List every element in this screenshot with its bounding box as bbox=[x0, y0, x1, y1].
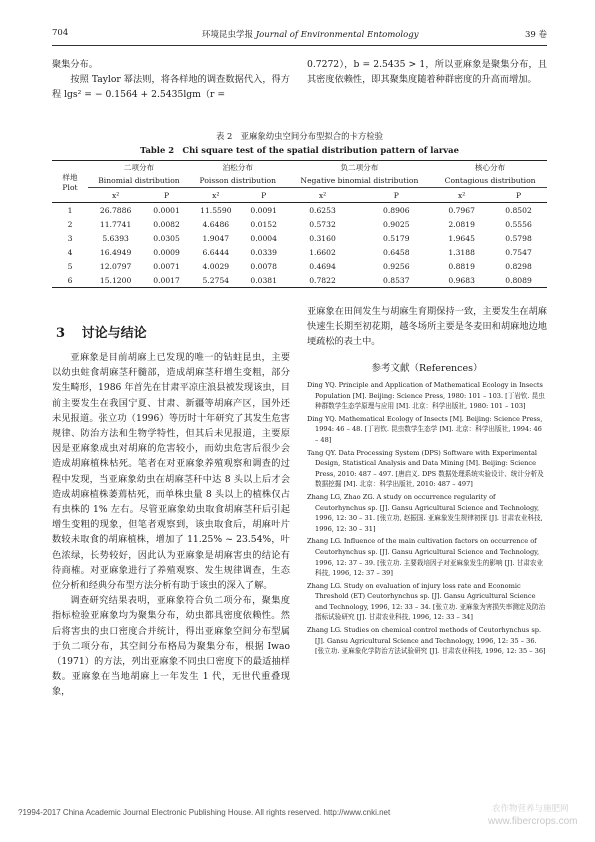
chi-square-table bbox=[52, 160, 547, 288]
reference-item: Ding YQ. Principle and Application of Mathematical Ecology in Insects Population [M]. Beijing: Science Press, 1980: 101 – 103. [丁岩钦. 昆虫种群数学生态学原理与应用 [M]. 北京：科学出版社, 1980: 101 – 103] bbox=[307, 381, 545, 411]
value-cell: 1.9645 bbox=[448, 233, 475, 243]
value-cell: 0.0071 bbox=[153, 261, 180, 271]
journal-title bbox=[202, 28, 419, 40]
table-row bbox=[52, 245, 547, 259]
value-cell: 0.0001 bbox=[153, 205, 180, 215]
watermark-en: www.fibercrops.com bbox=[488, 816, 578, 827]
value-cell: 0.8298 bbox=[505, 261, 532, 271]
value-cell: 4.0029 bbox=[202, 261, 230, 271]
group-header-binomial-cn: 二项分布 bbox=[88, 161, 190, 174]
value-cell: 5.2754 bbox=[190, 273, 242, 288]
value-cell: 12.0797 bbox=[99, 261, 132, 271]
subheader: P bbox=[490, 188, 547, 203]
value-cell: 0.8537 bbox=[359, 273, 433, 288]
value-cell: 0.7547 bbox=[505, 247, 532, 257]
copyright-footer: ?1994-2017 China Academic Journal Electronic Publishing House. All rights reserved. http://www.cnki.net bbox=[18, 808, 391, 817]
value-cell: 0.9025 bbox=[383, 219, 410, 229]
body-left-text bbox=[52, 350, 290, 700]
reference-item: Zhang LG. Study on evaluation of injury loss rate and Economic Threshold (ET) Ceutorhynchus sp. [J]. Gansu Agricultural Science and Technology, 1996, 12: 33 – 34. [张立功. 亚麻象为害损失率测定及防治指标试验研究 [J]. 甘肃农业科技, 1996, 12: 33 – 34] bbox=[307, 581, 546, 622]
group-header-poisson-cn: 泊松分布 bbox=[190, 161, 286, 174]
table-header-row-3 bbox=[52, 188, 547, 203]
table-row bbox=[52, 231, 547, 245]
value-cell: 0.9256 bbox=[383, 261, 410, 271]
reference-item: Ding YQ. Mathematical Ecology of Insects [M]. Beijing: Science Press, 1994: 46 – 48. [丁岩钦. 昆虫数学生态学 [M]. 北京：科学出版社, 1994: 46 – 48] bbox=[307, 414, 543, 444]
value-cell: 11.5590 bbox=[200, 205, 232, 215]
subheader: P bbox=[242, 188, 286, 203]
body-right-text bbox=[307, 304, 547, 350]
right-top-paragraph: 0.7272），b = 2.5435 > 1，所以亚麻象是聚集分布，且其密度依赖性，即其聚集度随着种群密度的升高而增加。 bbox=[307, 59, 547, 86]
value-cell: 0.8502 bbox=[505, 205, 532, 215]
value-cell: 11.7741 bbox=[99, 219, 132, 229]
table-header-row-1 bbox=[52, 161, 547, 174]
table-caption-cn: 表 2 亚麻象幼虫空间分布型拟合的卡方检验 bbox=[215, 131, 384, 141]
value-cell: 0.3160 bbox=[309, 233, 336, 243]
table-row bbox=[52, 217, 547, 231]
subheader: P bbox=[359, 188, 433, 203]
header-rule bbox=[52, 45, 547, 46]
value-cell: 0.0004 bbox=[250, 233, 277, 243]
subheader: x² bbox=[433, 188, 490, 203]
value-cell: 0.0082 bbox=[153, 219, 180, 229]
group-header-contagious-en: Contagious distribution bbox=[433, 173, 547, 188]
right-top-text bbox=[307, 57, 547, 87]
subheader: x² bbox=[88, 188, 143, 203]
reference-item: Zhang LG. Studies on chemical control methods of Ceutorhynchus sp. [J]. Gansu Agricultural Science and Technology, 1996, 12: 35 – 36. [张立功. 亚麻象化学防治方法试验研究 [J]. 甘肃农业科技, 1996, 12: 35 – 36] bbox=[307, 626, 546, 656]
plot-header bbox=[52, 161, 88, 203]
value-cell: 0.0017 bbox=[143, 273, 190, 288]
reference-item: Zhang LG, Zhao ZG. A study on occurrence regularity of Ceutorhynchus sp. [J]. Gansu Agricultural Science and Technology, 1996, 12: 30 – 31. [张立功, 赵振国. 亚麻象发生规律初探 [J]. 甘肃农业科技, 1996, 12: 30 – 31] bbox=[307, 492, 543, 533]
group-header-poisson-en: Poisson distribution bbox=[190, 173, 286, 188]
value-cell: 0.5732 bbox=[309, 219, 336, 229]
value-cell: 0.8089 bbox=[490, 273, 547, 288]
plot-header-cn: 样地 bbox=[62, 172, 78, 182]
plot-cell: 2 bbox=[67, 219, 73, 229]
value-cell: 15.1200 bbox=[88, 273, 143, 288]
value-cell: 0.5798 bbox=[505, 233, 532, 243]
table-row bbox=[52, 259, 547, 273]
value-cell: 0.7822 bbox=[286, 273, 360, 288]
left-top-text bbox=[52, 57, 290, 103]
group-header-contagious-cn: 核心分布 bbox=[433, 161, 547, 174]
group-header-negbinomial-cn: 负二项分布 bbox=[286, 161, 434, 174]
value-cell: 16.4949 bbox=[99, 247, 132, 257]
reference-item: Zhang LG. Influence of the main cultivation factors on occurrence of Ceutorhynchus sp. [J]. Gansu Agricultural Science and Technology, 1996, 12: 37 – 39. [张立功. 主要栽培因子对亚麻象发生的影响 [J]. 甘肃农业科技, 1996, 12: 37 – 39] bbox=[307, 537, 544, 578]
plot-cell: 1 bbox=[67, 205, 73, 215]
value-cell: 0.0152 bbox=[250, 219, 277, 229]
journal-title-cn: 环境昆虫学报 bbox=[202, 30, 254, 40]
subheader: x² bbox=[286, 188, 360, 203]
value-cell: 0.6458 bbox=[383, 247, 410, 257]
plot-cell: 6 bbox=[52, 273, 88, 288]
body-paragraph: 调查研究结果表明，亚麻象符合负二项分布，聚集度指标检验亚麻象均为聚集分布，幼虫都具密度依赖性。然后将害虫的虫口密度合并统计，得出亚麻象空间分布型属于负二项分布，其空间分布格局为聚集分布，根据 Iwao（1971）的方法，列出亚麻象不同虫口密度下的最适抽样数。亚麻象在当地胡麻上一年发生 1 代，无世代重叠现象， bbox=[52, 595, 290, 698]
value-cell: 0.0078 bbox=[250, 261, 277, 271]
group-header-negbinomial-en: Negative binomial distribution bbox=[286, 173, 434, 188]
value-cell: 0.6253 bbox=[309, 205, 336, 215]
table-row bbox=[52, 273, 547, 288]
value-cell: 0.0091 bbox=[250, 205, 277, 215]
watermark-cn: 农作物营养与施肥网 bbox=[492, 804, 569, 814]
value-cell: 0.0339 bbox=[250, 247, 277, 257]
value-cell: 6.6444 bbox=[202, 247, 230, 257]
plot-cell: 5 bbox=[67, 261, 73, 271]
section-title: 讨论与结论 bbox=[81, 326, 147, 341]
subheader: P bbox=[143, 188, 190, 203]
value-cell: 0.5556 bbox=[505, 219, 532, 229]
value-cell: 5.6393 bbox=[102, 233, 129, 243]
table-header-row-2 bbox=[52, 173, 547, 188]
plot-header-en: Plot bbox=[62, 182, 78, 192]
page-number: 704 bbox=[52, 28, 69, 38]
value-cell: 0.8906 bbox=[383, 205, 410, 215]
running-header bbox=[52, 28, 547, 44]
journal-title-en: Journal of Environmental Entomology bbox=[255, 30, 419, 40]
table-caption-en: Table 2 Chi square test of the spatial distribution pattern of larvae bbox=[140, 145, 459, 155]
value-cell: 0.7967 bbox=[448, 205, 475, 215]
value-cell: 26.7886 bbox=[99, 205, 132, 215]
section-number: 3 bbox=[56, 326, 66, 341]
value-cell: 1.9047 bbox=[202, 233, 230, 243]
volume-label: 39 卷 bbox=[524, 30, 547, 40]
plot-cell: 3 bbox=[67, 233, 73, 243]
table-row bbox=[52, 203, 547, 218]
references-list bbox=[307, 380, 547, 659]
value-cell: 0.0009 bbox=[153, 247, 180, 257]
references-heading: 参考文献（References） bbox=[371, 363, 483, 374]
value-cell: 0.4694 bbox=[309, 261, 336, 271]
value-cell: 0.9683 bbox=[433, 273, 490, 288]
table-body bbox=[52, 203, 547, 288]
plot-cell: 4 bbox=[67, 247, 73, 257]
group-header-binomial-en: Binomial distribution bbox=[88, 173, 190, 188]
body-paragraph: 亚麻象是目前胡麻上已发现的唯一的钻蛀昆虫，主要以幼虫蛀食胡麻茎秆髓部，造成胡麻茎秆增生变粗，部分发生畸形，1986 年首先在甘肃平凉庄浪县被发现该虫，目前主要发生在我国宁夏、甘肃、新疆等胡麻产区，国外还未见报道。张立功（1996）等历时十年研究了其发生危害规律、防治方法和生物学特性，但其后未见报道，主要原因是亚麻象成虫对胡麻的危害较小，而幼虫危害后很少会造成胡麻植株枯死。笔者在对亚麻象养殖观察和调查的过程中发现，当亚麻象幼虫在胡麻茎秆中达 8 头以上后才会造成胡麻植株萎蔫枯死，而单株虫量 8 头以上的植株仅占有虫株的 1% 左右。尽管亚麻象幼虫取食胡麻茎秆后引起增生变粗的现象，但笔者观察到，该虫取食后，胡麻叶片数较未取食的胡麻植株，增加了 11.25% ~ 23.54%，叶色浓绿，长势较好，因此认为亚麻象是胡麻害虫的结论有待商榷。对亚麻象进行了养殖观察、发生规律调查，生态位分析和经典分布型方法分析有助于该虫的深入了解。 bbox=[52, 352, 290, 592]
subheader: x² bbox=[190, 188, 242, 203]
value-cell: 0.0381 bbox=[242, 273, 286, 288]
value-cell: 1.6602 bbox=[309, 247, 336, 257]
value-cell: 0.8819 bbox=[448, 261, 475, 271]
value-cell: 2.0819 bbox=[448, 219, 475, 229]
value-cell: 0.5179 bbox=[383, 233, 410, 243]
reference-item: Tang QY. Data Processing System (DPS) Software with Experimental Design, Statistical Analysis and Data Mining [M]. Beijing: Science Press, 2010: 487 – 497. [唐启义. DPS 数据处理系统实验设计、统计分析及数据挖掘 [M]. 北京：科学出版社, 2010: 487 – 497] bbox=[307, 448, 544, 489]
left-top-paragraph: 按照 Taylor 幂法则，将各样地的调查数据代入，得方程 lgs² = − 0.1564 + 2.5435lgm（r = bbox=[52, 74, 290, 101]
value-cell: 4.6486 bbox=[202, 219, 230, 229]
section-heading bbox=[56, 322, 147, 341]
body-paragraph: 亚麻象在田间发生与胡麻生育期保持一致，主要发生在胡麻快速生长期至初花期，越冬场所主要是冬麦田和胡麻地边地埂疏松的表土中。 bbox=[307, 306, 547, 348]
left-top-line: 聚集分布。 bbox=[52, 59, 98, 70]
value-cell: 0.0305 bbox=[153, 233, 180, 243]
value-cell: 1.3188 bbox=[448, 247, 475, 257]
